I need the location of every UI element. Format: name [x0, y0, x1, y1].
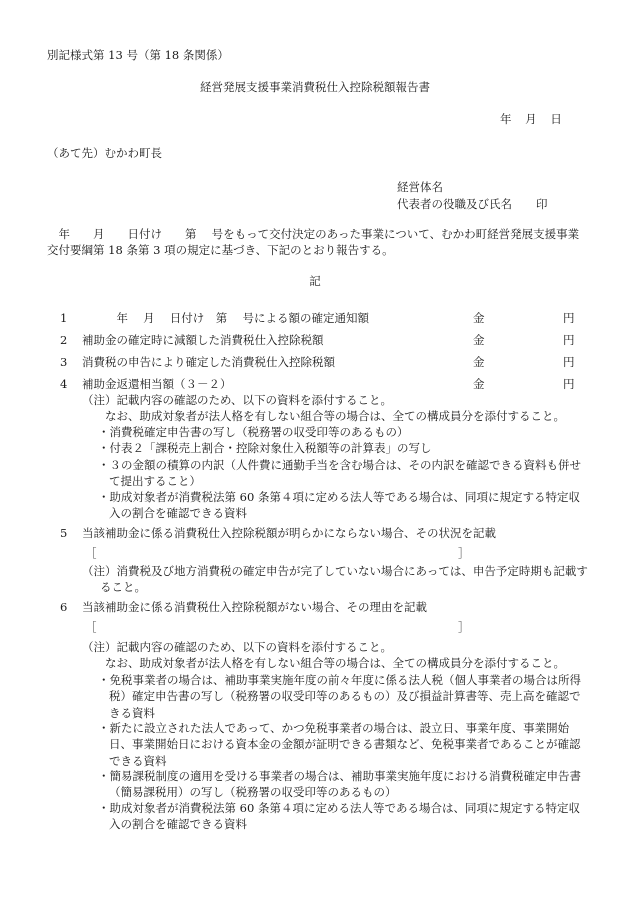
representative-line [397, 197, 548, 212]
yen-label-1: 円 [563, 311, 575, 325]
note4-line-1: （注）記載内容の確認のため、以下の資料を添付すること。 [82, 393, 393, 407]
item-6 [60, 600, 427, 615]
item-number: 6 [60, 600, 68, 614]
item-number: 1 [60, 311, 68, 325]
note4-bullet-4: ・助成対象者が消費税法第 60 条第４項に定める法人等である場合は、同項に規定する特定収入の割合を確認できる資料 [98, 490, 580, 521]
kin-label-3: 金 [473, 355, 485, 369]
kin-label-1: 金 [473, 311, 485, 325]
note4-line-2: なお、助成対象者が法人格を有しない組合等の場合は、全ての構成員分を添付すること。 [82, 409, 565, 423]
addressee: （あて先）むかわ町長 [47, 146, 162, 160]
item6-bracket-close: ］ [458, 620, 470, 634]
item-number: 5 [60, 526, 68, 540]
note6-line-2: なお、助成対象者が法人格を有しない組合等の場合は、全ての構成員分を添付すること。 [82, 656, 565, 670]
item-text: 当該補助金に係る消費税仕入控除税額が明らかにならない場合、その状況を記載 [82, 526, 496, 540]
org-name-label: 経営体名 [397, 180, 443, 194]
item5-bracket-open: ［ [85, 546, 97, 560]
item5-bracket-close: ］ [458, 546, 470, 560]
yen-label-4: 円 [563, 377, 575, 391]
kin-label-2: 金 [473, 333, 485, 347]
ki-heading: 記 [309, 274, 321, 288]
note4-bullet-2: ・付表２「課税売上割合・控除対象仕入税額等の計算表」の写し [98, 441, 432, 455]
item-number: 3 [60, 355, 68, 369]
note4-bullet-1: ・消費税確定申告書の写し（税務署の収受印等のあるもの） [98, 425, 409, 439]
item-1 [60, 311, 369, 326]
note4-bullet-3: ・３の金額の積算の内訳（人件費に通勤手当を含む場合は、その内訳を確認できる資料も併せて提出すること） [98, 458, 581, 489]
note5: （注）消費税及び地方消費税の確定申告が完了していない場合にあっては、申告予定時期も記載すること。 [82, 564, 588, 595]
intro-paragraph: 年 月 日付け 第 号をもって交付決定のあった事業について、むかわ町経営発展支援事業交付要綱第 18 条第 3 項の規定に基づき、下記のとおり報告する。 [47, 227, 580, 258]
item-3 [60, 355, 335, 370]
item-number: 2 [60, 333, 68, 347]
item-5 [60, 526, 496, 541]
item-text: 補助金返還相当額（３－２） [82, 377, 232, 391]
item-2 [60, 333, 324, 348]
form-number: 別記様式第 13 号（第 18 条関係） [47, 48, 229, 62]
date-year: 年 [500, 112, 512, 126]
note6-bullet-3: ・簡易課税制度の適用を受ける事業者の場合は、補助事業実施年度における消費税確定申告書（簡易課税用）の写し（税務署の収受印等のあるもの） [98, 769, 581, 800]
item-4 [60, 377, 232, 392]
item6-bracket-open: ［ [85, 620, 97, 634]
note6-bullet-4: ・助成対象者が消費税法第 60 条第４項に定める法人等である場合は、同項に規定する特定収入の割合を確認できる資料 [98, 801, 580, 832]
item-number: 4 [60, 377, 68, 391]
yen-label-2: 円 [563, 333, 575, 347]
kin-label-4: 金 [473, 377, 485, 391]
item-text: 当該補助金に係る消費税仕入控除税額がない場合、その理由を記載 [82, 600, 427, 614]
seal-mark: 印 [536, 197, 548, 211]
note6-line-1: （注）記載内容の確認のため、以下の資料を添付すること。 [82, 640, 393, 654]
report-date [500, 112, 562, 127]
item-text: 年 月 日付け 第 号による額の確定通知額 [82, 311, 369, 325]
note6-bullet-1: ・免税事業者の場合は、補助事業実施年度の前々年度に係る法人税（個人事業者の場合は所得税）確定申告書の写し（税務署の収受印等のあるもの）及び損益計算書等、売上高を確認できる資料 [98, 673, 581, 720]
yen-label-3: 円 [563, 355, 575, 369]
date-month: 月 [525, 112, 537, 126]
note6-bullet-2: ・新たに設立された法人であって、かつ免税事業者の場合は、設立日、事業年度、事業開始日、事業開始日における資本金の金額が証明できる書類など、免税事業者であることが確認できる資料 [98, 721, 581, 768]
date-day: 日 [550, 112, 562, 126]
item-text: 補助金の確定時に減額した消費税仕入控除税額 [82, 333, 324, 347]
item-text: 消費税の申告により確定した消費税仕入控除税額 [82, 355, 335, 369]
representative-label: 代表者の役職及び氏名 [397, 197, 512, 211]
document-title: 経営発展支援事業消費税仕入控除税額報告書 [200, 80, 430, 94]
